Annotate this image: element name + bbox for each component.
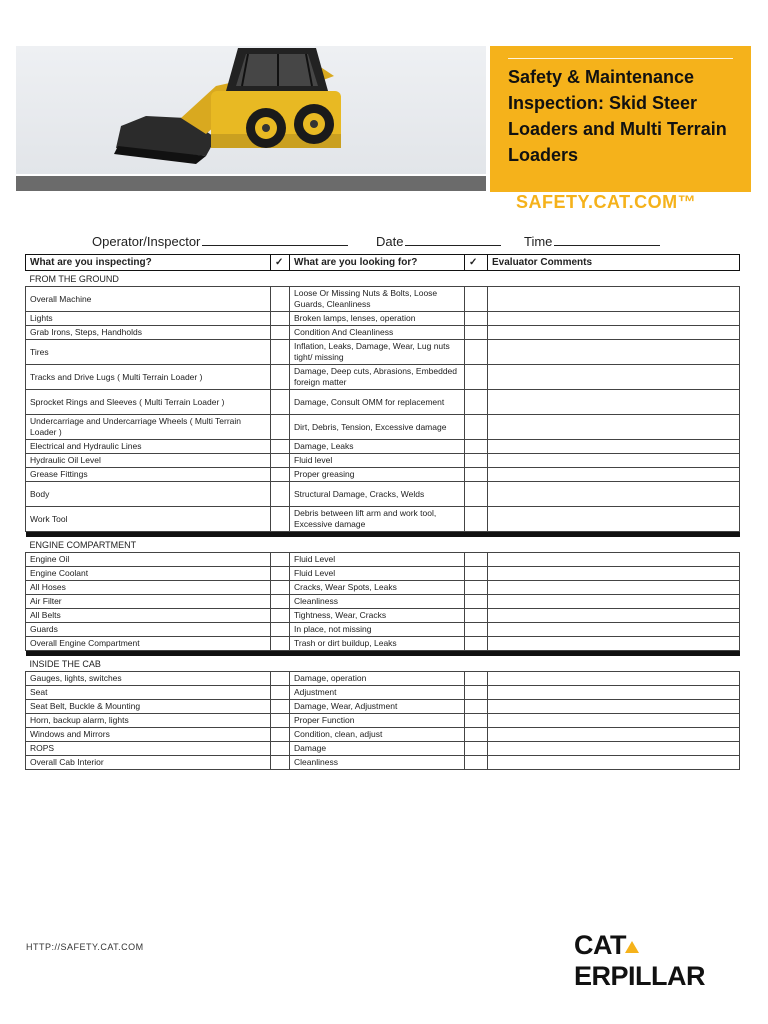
comments-cell[interactable] — [488, 390, 740, 415]
inspect-item-cell: Overall Machine — [26, 287, 271, 312]
inspect-item-cell: ROPS — [26, 742, 271, 756]
check-cell[interactable] — [271, 507, 290, 532]
table-row — [26, 700, 740, 714]
section-title: ENGINE COMPARTMENT — [29, 540, 137, 550]
inspect-item-cell: Body — [26, 482, 271, 507]
inspect-item-cell: Air Filter — [26, 595, 271, 609]
check-cell[interactable] — [465, 728, 488, 742]
comments-cell[interactable] — [488, 340, 740, 365]
check-cell[interactable] — [465, 637, 488, 651]
comments-cell[interactable] — [488, 595, 740, 609]
comments-cell[interactable] — [488, 365, 740, 390]
comments-cell[interactable] — [488, 415, 740, 440]
comments-cell[interactable] — [488, 454, 740, 468]
look-for-cell: Damage, Wear, Adjustment — [290, 700, 465, 714]
inspect-item-cell: Grab Irons, Steps, Handholds — [26, 326, 271, 340]
check-cell[interactable] — [271, 553, 290, 567]
check-cell[interactable] — [271, 686, 290, 700]
header-inspecting: What are you inspecting? — [26, 255, 271, 271]
check-cell[interactable] — [465, 553, 488, 567]
check-cell[interactable] — [271, 728, 290, 742]
section-title: FROM THE GROUND — [29, 274, 119, 284]
site-label: SAFETY.CAT.COM™ — [516, 192, 697, 212]
inspect-item-cell: All Hoses — [26, 581, 271, 595]
footer-url[interactable]: HTTP://SAFETY.CAT.COM — [26, 942, 144, 952]
header-comments: Evaluator Comments — [488, 255, 740, 271]
comments-cell[interactable] — [488, 728, 740, 742]
look-for-cell: Structural Damage, Cracks, Welds — [290, 482, 465, 507]
table-row — [26, 340, 740, 365]
comments-cell[interactable] — [488, 507, 740, 532]
check-cell[interactable] — [465, 440, 488, 454]
comments-cell[interactable] — [488, 440, 740, 454]
check-cell[interactable] — [271, 567, 290, 581]
check-cell[interactable] — [271, 390, 290, 415]
look-for-cell: Proper greasing — [290, 468, 465, 482]
check-cell[interactable] — [271, 623, 290, 637]
check-cell[interactable] — [271, 340, 290, 365]
table-row — [26, 482, 740, 507]
operator-label: Operator/Inspector — [92, 234, 201, 249]
look-for-cell: Fluid level — [290, 454, 465, 468]
table-row — [26, 686, 740, 700]
section-title: INSIDE THE CAB — [29, 659, 101, 669]
check-cell[interactable] — [271, 468, 290, 482]
date-field[interactable] — [376, 233, 501, 249]
check-cell[interactable] — [271, 454, 290, 468]
check-cell[interactable] — [465, 454, 488, 468]
check-cell[interactable] — [465, 482, 488, 507]
comments-cell[interactable] — [488, 637, 740, 651]
comments-cell[interactable] — [488, 686, 740, 700]
check-cell[interactable] — [465, 756, 488, 770]
inspect-item-cell: Guards — [26, 623, 271, 637]
comments-cell[interactable] — [488, 700, 740, 714]
check-cell[interactable] — [271, 756, 290, 770]
look-for-cell: Inflation, Leaks, Damage, Wear, Lug nuts tight/ missing — [290, 340, 465, 365]
comments-cell[interactable] — [488, 553, 740, 567]
check-cell[interactable] — [465, 415, 488, 440]
check-cell[interactable] — [465, 340, 488, 365]
comments-cell[interactable] — [488, 756, 740, 770]
check-cell[interactable] — [465, 742, 488, 756]
look-for-cell: Adjustment — [290, 686, 465, 700]
look-for-cell: Cleanliness — [290, 756, 465, 770]
comments-cell[interactable] — [488, 672, 740, 686]
check-cell[interactable] — [465, 390, 488, 415]
inspect-item-cell: Tracks and Drive Lugs ( Multi Terrain Loader ) — [26, 365, 271, 390]
table-row — [26, 507, 740, 532]
table-row — [26, 365, 740, 390]
look-for-cell: Cracks, Wear Spots, Leaks — [290, 581, 465, 595]
look-for-cell: Condition, clean, adjust — [290, 728, 465, 742]
inspect-item-cell: Tires — [26, 340, 271, 365]
inspect-item-cell: Work Tool — [26, 507, 271, 532]
operator-field[interactable] — [92, 233, 348, 249]
check-cell[interactable] — [271, 482, 290, 507]
look-for-cell: Loose Or Missing Nuts & Bolts, Loose Guards, Cleanliness — [290, 287, 465, 312]
table-row — [26, 287, 740, 312]
table-row — [26, 553, 740, 567]
comments-cell[interactable] — [488, 567, 740, 581]
date-label: Date — [376, 234, 404, 249]
time-line — [554, 233, 660, 246]
look-for-cell: Dirt, Debris, Tension, Excessive damage — [290, 415, 465, 440]
look-for-cell: Debris between lift arm and work tool, Excessive damage — [290, 507, 465, 532]
header-looking: What are you looking for? — [290, 255, 465, 271]
look-for-cell: Broken lamps, lenses, operation — [290, 312, 465, 326]
header-check-2: ✓ — [465, 255, 488, 271]
inspect-item-cell: All Belts — [26, 609, 271, 623]
title-box — [490, 46, 751, 192]
look-for-cell: Condition And Cleanliness — [290, 326, 465, 340]
look-for-cell: Tightness, Wear, Cracks — [290, 609, 465, 623]
inspection-fields — [92, 233, 682, 253]
check-cell[interactable] — [271, 312, 290, 326]
table-row — [26, 595, 740, 609]
table-row — [26, 567, 740, 581]
check-cell[interactable] — [465, 567, 488, 581]
inspection-table-wrap — [25, 254, 739, 770]
table-row — [26, 672, 740, 686]
check-cell[interactable] — [271, 609, 290, 623]
logo-triangle-icon — [625, 941, 639, 953]
look-for-cell: Damage, Leaks — [290, 440, 465, 454]
table-body — [26, 271, 740, 770]
inspect-item-cell: Lights — [26, 312, 271, 326]
document-title: Safety & Maintenance Inspection: Skid Steer Loaders and Multi Terrain Loaders — [508, 67, 727, 165]
table-row — [26, 742, 740, 756]
check-cell[interactable] — [271, 581, 290, 595]
comments-cell[interactable] — [488, 287, 740, 312]
check-cell[interactable] — [465, 287, 488, 312]
time-label: Time — [524, 234, 553, 249]
table-row — [26, 312, 740, 326]
comments-cell[interactable] — [488, 326, 740, 340]
table-row — [26, 756, 740, 770]
table-row — [26, 728, 740, 742]
table-header-row — [26, 255, 740, 271]
look-for-cell: Proper Function — [290, 714, 465, 728]
inspect-item-cell: Horn, backup alarm, lights — [26, 714, 271, 728]
check-cell[interactable] — [465, 609, 488, 623]
check-cell[interactable] — [465, 312, 488, 326]
section-title-row — [26, 537, 740, 553]
check-cell[interactable] — [465, 623, 488, 637]
look-for-cell: Damage, Deep cuts, Abrasions, Embedded foreign matter — [290, 365, 465, 390]
inspect-item-cell: Gauges, lights, switches — [26, 672, 271, 686]
inspect-item-cell: Seat — [26, 686, 271, 700]
table-row — [26, 609, 740, 623]
look-for-cell: Damage, Consult OMM for replacement — [290, 390, 465, 415]
table-row — [26, 415, 740, 440]
comments-cell[interactable] — [488, 623, 740, 637]
check-cell[interactable] — [271, 440, 290, 454]
inspect-item-cell: Seat Belt, Buckle & Mounting — [26, 700, 271, 714]
comments-cell[interactable] — [488, 609, 740, 623]
table-row — [26, 390, 740, 415]
header-gray-bar — [16, 176, 486, 191]
check-cell[interactable] — [465, 686, 488, 700]
check-cell[interactable] — [465, 700, 488, 714]
check-cell[interactable] — [271, 595, 290, 609]
time-field[interactable] — [524, 233, 660, 249]
inspect-item-cell: Electrical and Hydraulic Lines — [26, 440, 271, 454]
skid-steer-loader-image — [16, 46, 486, 174]
check-cell[interactable] — [465, 714, 488, 728]
comments-cell[interactable] — [488, 714, 740, 728]
inspect-item-cell: Grease Fittings — [26, 468, 271, 482]
inspect-item-cell: Overall Engine Compartment — [26, 637, 271, 651]
inspect-item-cell: Engine Oil — [26, 553, 271, 567]
inspection-table — [25, 254, 740, 770]
check-cell[interactable] — [465, 468, 488, 482]
look-for-cell: Trash or dirt buildup, Leaks — [290, 637, 465, 651]
look-for-cell: Cleanliness — [290, 595, 465, 609]
inspect-item-cell: Hydraulic Oil Level — [26, 454, 271, 468]
comments-cell[interactable] — [488, 482, 740, 507]
operator-line — [202, 233, 348, 246]
table-row — [26, 440, 740, 454]
comments-cell[interactable] — [488, 581, 740, 595]
table-row — [26, 326, 740, 340]
check-cell[interactable] — [465, 365, 488, 390]
comments-cell[interactable] — [488, 468, 740, 482]
table-row — [26, 714, 740, 728]
table-row — [26, 623, 740, 637]
header-check: ✓ — [271, 255, 290, 271]
table-row — [26, 637, 740, 651]
check-cell[interactable] — [465, 672, 488, 686]
comments-cell[interactable] — [488, 742, 740, 756]
header-photo — [16, 46, 486, 174]
check-cell[interactable] — [465, 507, 488, 532]
look-for-cell: Fluid Level — [290, 553, 465, 567]
table-row — [26, 468, 740, 482]
inspect-item-cell: Windows and Mirrors — [26, 728, 271, 742]
check-cell[interactable] — [271, 326, 290, 340]
look-for-cell: Fluid Level — [290, 567, 465, 581]
check-cell[interactable] — [465, 581, 488, 595]
inspect-item-cell: Undercarriage and Undercarriage Wheels ( Multi Terrain Loader ) — [26, 415, 271, 440]
comments-cell[interactable] — [488, 312, 740, 326]
table-row — [26, 581, 740, 595]
inspect-item-cell: Overall Cab Interior — [26, 756, 271, 770]
check-cell[interactable] — [271, 365, 290, 390]
check-cell[interactable] — [465, 595, 488, 609]
section-title-row — [26, 656, 740, 672]
inspect-item-cell: Sprocket Rings and Sleeves ( Multi Terrain Loader ) — [26, 390, 271, 415]
check-cell[interactable] — [271, 742, 290, 756]
caterpillar-logo: CATERPILLAR — [574, 930, 705, 991]
title-rule — [508, 58, 733, 59]
check-cell[interactable] — [271, 415, 290, 440]
check-cell[interactable] — [271, 287, 290, 312]
look-for-cell: In place, not missing — [290, 623, 465, 637]
check-cell[interactable] — [271, 714, 290, 728]
check-cell[interactable] — [271, 672, 290, 686]
inspect-item-cell: Engine Coolant — [26, 567, 271, 581]
section-title-row — [26, 271, 740, 287]
look-for-cell: Damage, operation — [290, 672, 465, 686]
date-line — [405, 233, 501, 246]
check-cell[interactable] — [465, 326, 488, 340]
check-cell[interactable] — [271, 700, 290, 714]
table-row — [26, 454, 740, 468]
look-for-cell: Damage — [290, 742, 465, 756]
check-cell[interactable] — [271, 637, 290, 651]
